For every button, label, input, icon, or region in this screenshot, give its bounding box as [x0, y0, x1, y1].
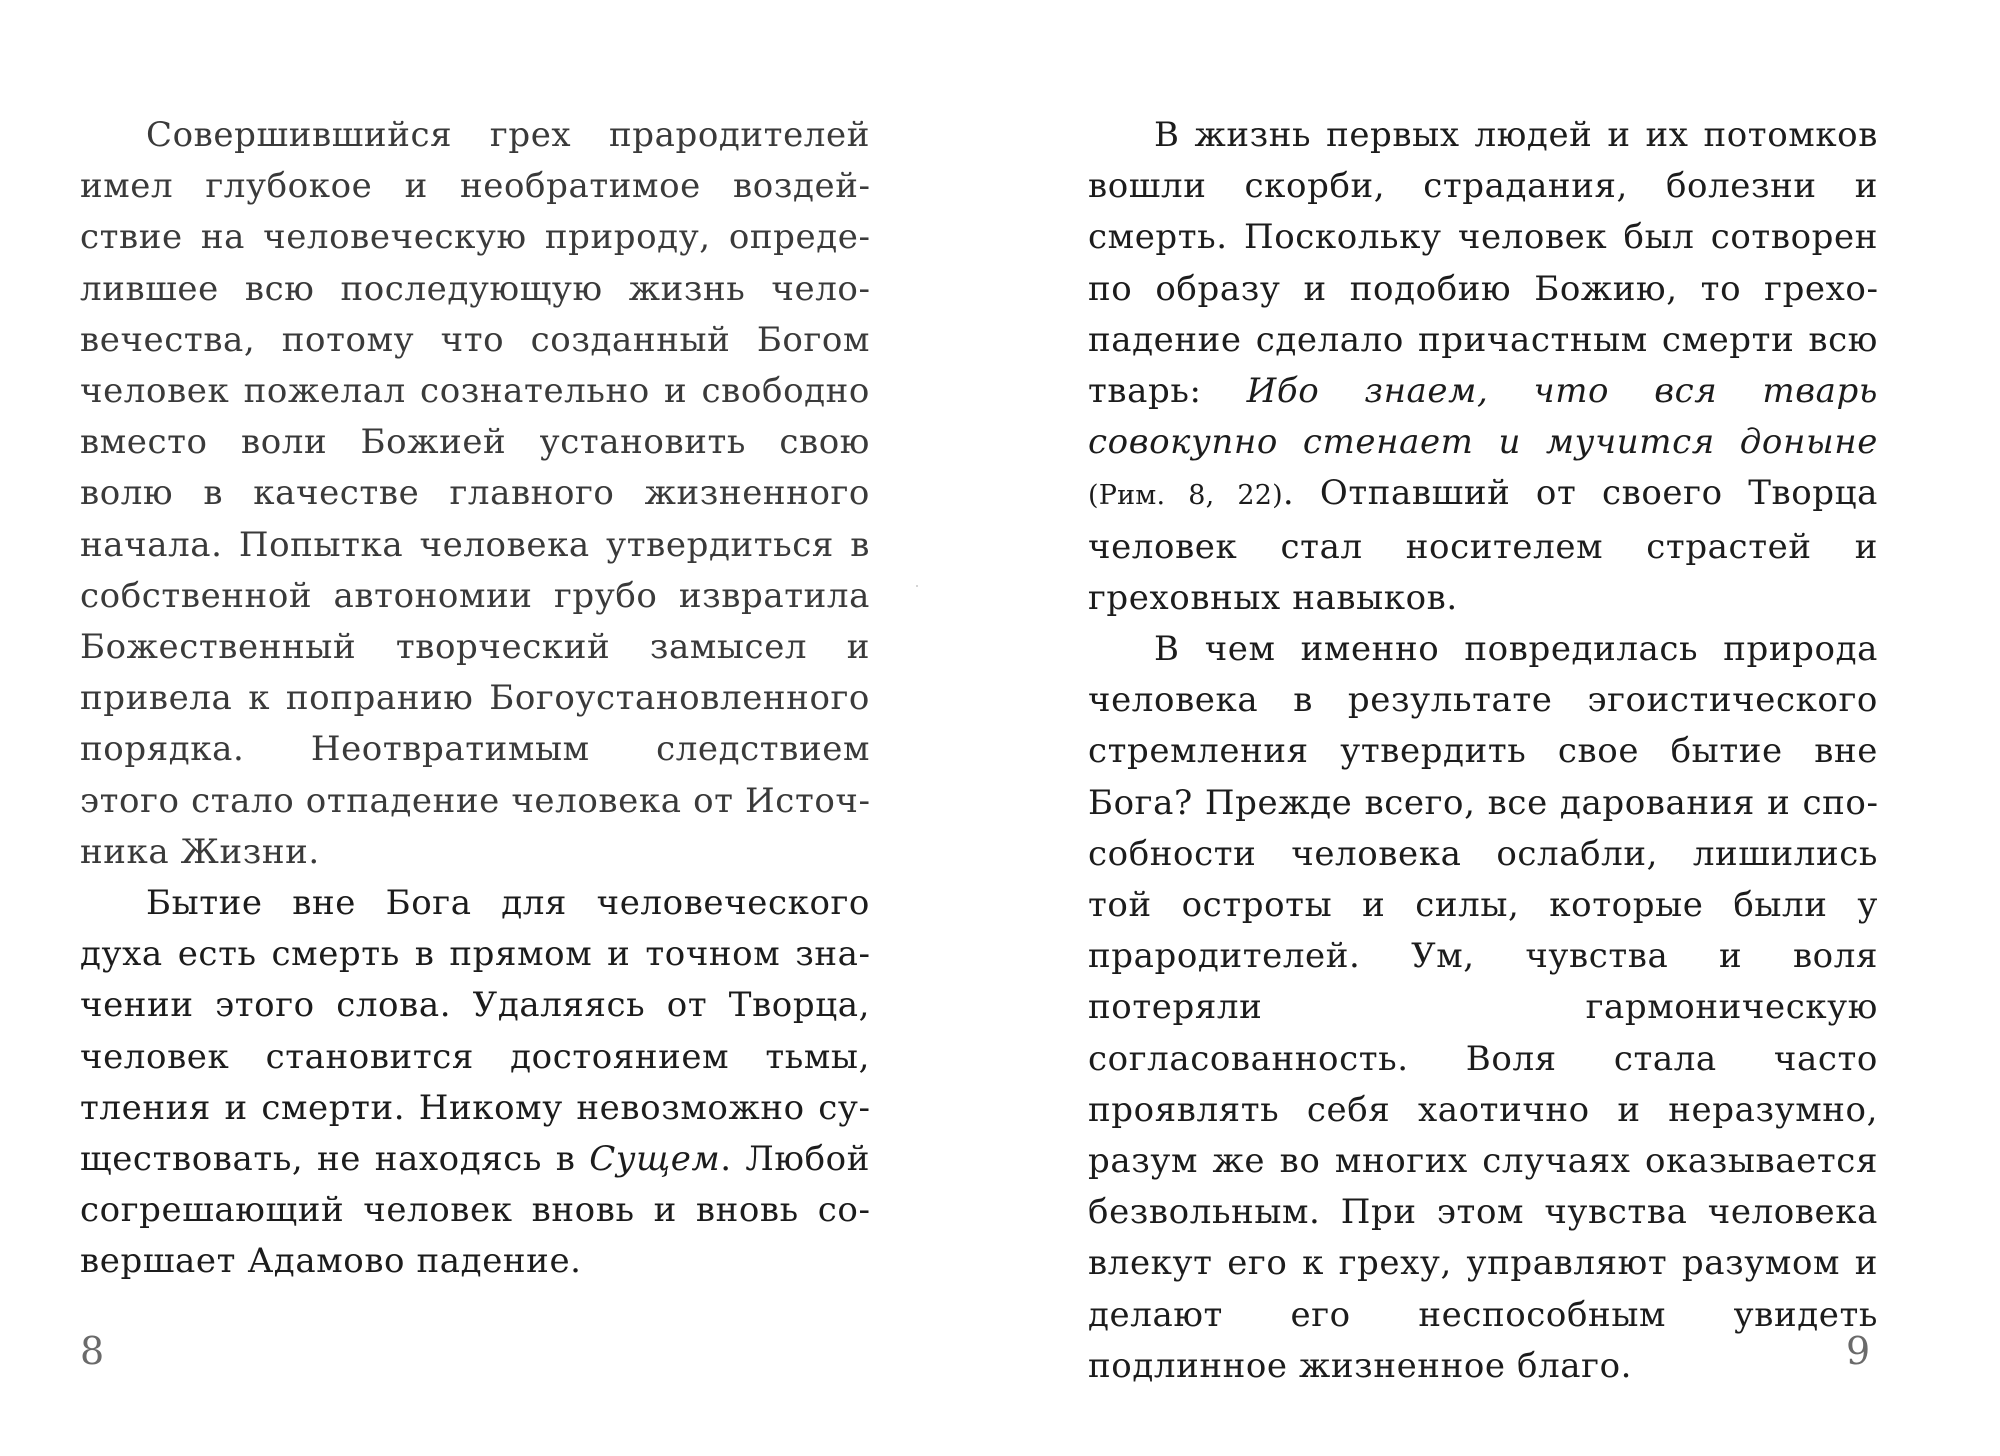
page-number-right: 9: [1846, 1329, 1871, 1373]
left-paragraph-2-end: . Любой согрешающий человек вновь и вновь совершает Адамово падение.: [80, 1139, 870, 1282]
right-paragraph-1-text: В жизнь первых людей и их потомков вошли скорби, страдания, болезни и смерть. Поскольку человек был сотворен по образу и подобию Божию, то грехопадение сделало причастным смерти всю тварь:: [1088, 115, 1878, 412]
left-paragraph-2-text: Бытие вне Бога для человеческого духа есть смерть в прямом и точном значении этого слова. Удаляясь от Творца, человек становится достоянием тьмы, тления и смерти. Никому невозможно существовать, не находясь в: [80, 883, 870, 1180]
gutter-speck: [916, 585, 918, 587]
scripture-quote: Ибо знаем, что вся тварь совокупно стенает и мучится доныне: [1088, 371, 1879, 463]
scripture-reference: (Рим. 8, 22): [1088, 480, 1283, 512]
right-page: [1088, 110, 1878, 1392]
left-paragraph-1: Совершившийся грех прародителей имел глубокое и необратимое воздействие на человеческую природу, определившее всю последующую жизнь человечества, потому что созданный Богом человек пожелал сознательно и свободно вместо воли Божией установить свою волю в качестве главного жизненного начала. Попытка человека утвердиться в собственной автономии грубо извратила Божественный творческий замысел и привела к попранию Богоустановленного порядка. Неотвратимым следствием этого стало отпадение человека от Источника Жизни.: [80, 115, 870, 872]
right-paragraph-1-end: . Отпавший от своего Творца человек стал носителем страстей и греховных навыков.: [1088, 473, 1879, 618]
page-number-left: 8: [80, 1329, 105, 1373]
left-paragraph-2: [80, 878, 870, 1288]
left-paragraph-2-italic: Сущем: [589, 1139, 721, 1180]
right-paragraph-2: В чем именно повредилась природа человека в результате эгоистического стремления утвердить свое бытие вне Бога? Прежде всего, все дарования и способности человека ослабли, лишились той остроты и силы, которые были у прародителей. Ум, чувства и воля потеряли гармоническую согласованность. Воля стала часто проявлять себя хаотично и неразумно, разум же во многих случаях оказывается безвольным. При этом чувства человека влекут его к греху, управляют разумом и делают его неспособным увидеть подлинное жизненное благо.: [1088, 629, 1878, 1386]
left-page: [80, 110, 870, 1288]
right-paragraph-1: [1088, 110, 1878, 624]
